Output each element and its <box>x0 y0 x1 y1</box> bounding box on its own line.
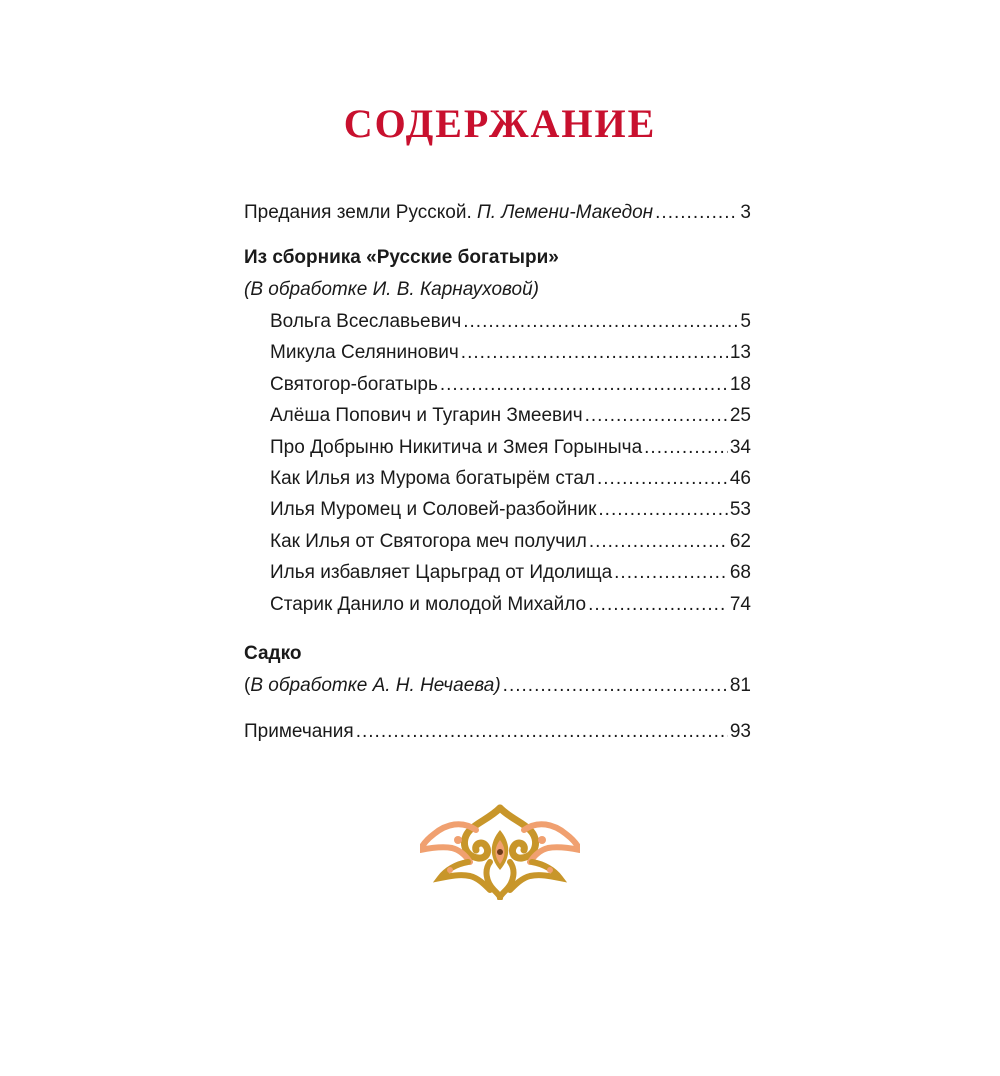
toc-entry-title: Илья избавляет Царьград от Идолища <box>270 562 613 584</box>
toc-entry-title: Как Илья от Святогора меч получил <box>270 530 587 552</box>
dot-leader <box>589 529 728 555</box>
dot-leader <box>440 372 728 398</box>
toc-page-number: 81 <box>729 675 751 696</box>
toc-entry[interactable] <box>270 372 751 398</box>
dot-leader <box>597 466 728 492</box>
toc-page-number: 3 <box>740 202 751 223</box>
toc-page-number: 18 <box>729 373 751 395</box>
toc-page-number: 34 <box>729 436 751 458</box>
toc-entry[interactable] <box>270 309 751 335</box>
toc-page-number: 46 <box>729 468 751 489</box>
toc-entry-intro[interactable] <box>244 200 751 226</box>
toc-page-number: 13 <box>729 342 751 364</box>
toc-page-number: 93 <box>729 721 751 742</box>
toc-page-number: 62 <box>729 530 751 552</box>
toc-entry[interactable] <box>270 435 751 461</box>
toc-entry-sadko[interactable] <box>244 673 751 699</box>
toc-entry-title: Микула Селянинович <box>270 342 459 364</box>
dot-leader <box>588 592 728 618</box>
toc-entry-title: Илья Муромец и Соловей-разбойник <box>270 499 597 521</box>
toc-page-number: 5 <box>740 311 751 332</box>
toc-entry-title: Примечания <box>244 721 354 742</box>
dot-leader <box>461 340 728 366</box>
toc-entry[interactable] <box>270 340 751 366</box>
toc-entry-author: П. Лемени-Македон <box>477 202 654 223</box>
toc-page-number: 68 <box>729 562 751 584</box>
toc-entry-title: Вольга Всеславьевич <box>270 311 462 332</box>
toc-entry[interactable] <box>270 560 751 586</box>
toc-entry-notes[interactable] <box>244 719 751 745</box>
page-title: СОДЕРЖАНИЕ <box>343 101 657 146</box>
dot-leader <box>463 309 738 335</box>
toc-entry-title: Как Илья из Мурома богатырём стал <box>270 468 595 489</box>
dot-leader <box>356 719 728 745</box>
toc-entry[interactable] <box>270 592 751 618</box>
dot-leader <box>655 200 738 226</box>
dot-leader <box>614 560 728 586</box>
toc-entry-title: Предания земли Русской. <box>244 202 478 223</box>
toc-entry-title: Алёша Попович и Тугарин Змеевич <box>270 405 583 427</box>
toc-entry[interactable] <box>270 529 751 555</box>
section-heading: Из сборника «Русские богатыри» <box>244 247 559 268</box>
toc-entry[interactable] <box>270 466 751 492</box>
toc-entry-title: Святогор-богатырь <box>270 373 438 395</box>
dot-leader <box>585 403 728 429</box>
toc-entry-note: В обработке А. Н. Нечаева) <box>250 675 501 696</box>
dot-leader <box>644 435 728 461</box>
toc-page-number: 53 <box>729 499 751 521</box>
section-note: (В обработке И. В. Карнауховой) <box>244 279 539 300</box>
toc-entry-title: Старик Данило и молодой Михайло <box>270 593 587 615</box>
toc-page-number: 74 <box>729 593 751 615</box>
floral-ornament-icon <box>420 800 580 900</box>
toc-entry-paren: ( <box>244 675 251 696</box>
toc-entry-title: Про Добрыню Никитича и Змея Горыныча <box>270 436 643 458</box>
section-heading-sadko: Садко <box>244 643 302 664</box>
toc-entry[interactable] <box>270 403 751 429</box>
toc-page-number: 25 <box>729 405 751 427</box>
dot-leader <box>503 673 728 699</box>
dot-leader <box>598 497 727 523</box>
toc-entry[interactable] <box>270 497 751 523</box>
